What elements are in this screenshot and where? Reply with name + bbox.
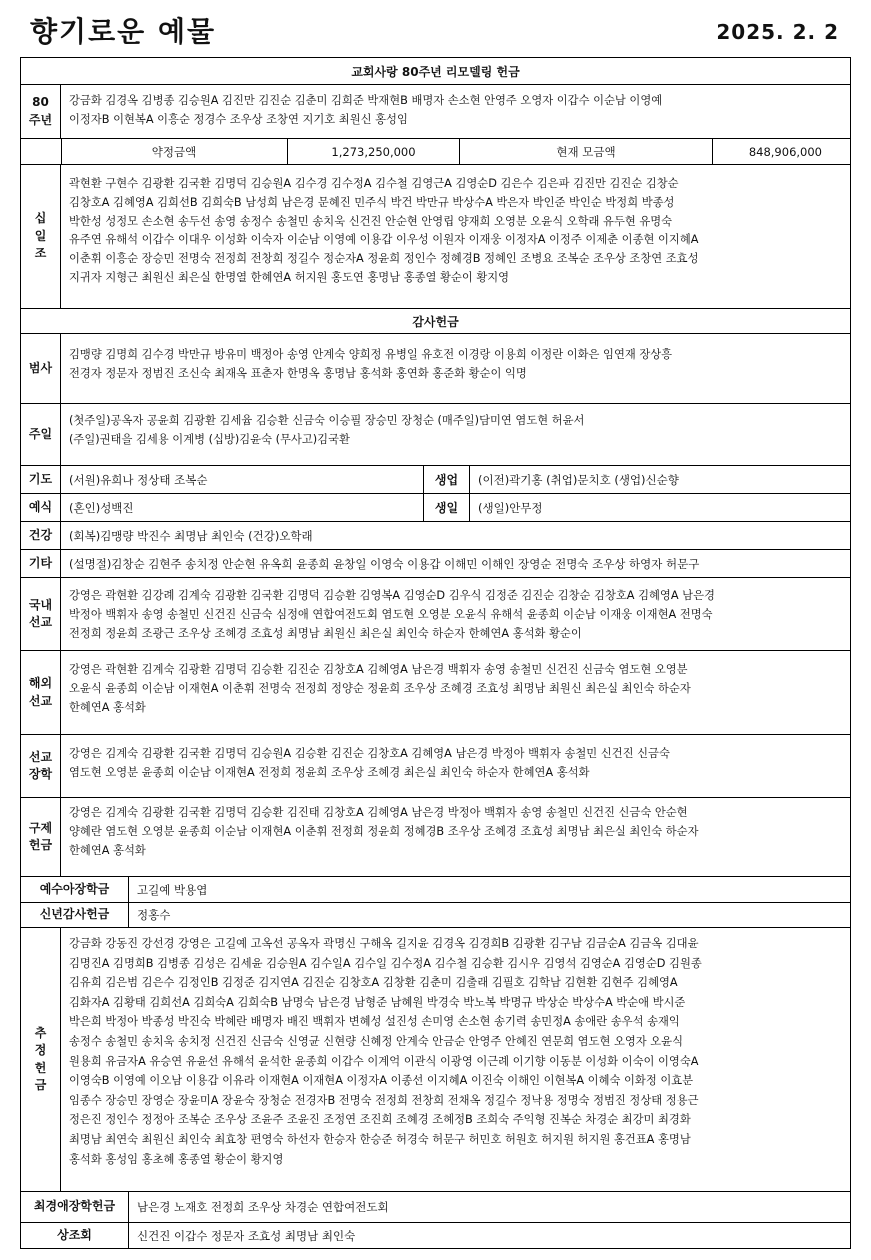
children-scholarship-label: 예수아장학금 bbox=[21, 877, 129, 902]
tithe-label: 십 일 조 bbox=[21, 165, 61, 308]
health-row bbox=[21, 521, 850, 549]
current-label: 현재 모금액 bbox=[460, 139, 713, 164]
remodel-names: 강금화 김경옥 김병종 김승원A 김진만 김진순 김춘미 김희준 박재현B 배명자 손소현 안영주 오영자 이갑수 이순남 이영예 이정자B 이현복A 이흥순 정경수 조우상 조창연 지기호 최원신 홍성임 bbox=[69, 94, 663, 126]
wedding-names: (혼인)성백진 bbox=[61, 494, 424, 521]
sunday-row bbox=[21, 403, 850, 465]
overseas-names: 강영은 곽현환 김계숙 김광환 김명덕 김승환 김진순 김창호A 김혜영A 남은경 백휘자 송영 송철민 신건진 신금숙 염도현 오영분 오윤식 윤종희 이순남 이재현A 이춘휘 전명숙 전정희 정양순 정윤희 조우상 조혜경 조효성 최명남 최원신 최은실 최인숙 하순자 한혜연A 홍석화 bbox=[69, 663, 691, 714]
wedding-label: 예식 bbox=[21, 494, 61, 521]
pledge-value: 1,273,250,000 bbox=[288, 139, 460, 164]
domestic-names: 강영은 곽현환 김강례 김계숙 김광환 김국환 김명덕 김승환 김영복A 김영순D 김우식 김정준 김진순 김창순 김창호A 김혜영A 남은경 박정아 백휘자 송영 송철민 신건진 신금숙 심정애 연합여전도회 염도현 오영분 오윤식 유해석 윤종희 이순남 이재웅 이재현A 전명숙 전정희 정윤희 조광근 조우상 조혜경 조효성 최명남 최원신 최은실 최인숙 하순자 한혜연A 홍석화 황순이 bbox=[69, 589, 715, 640]
remodel-label: 80 주년 bbox=[21, 85, 61, 138]
tithe-names: 곽현환 구현수 김광환 김국환 김명덕 김승원A 김수경 김수정A 김수철 김영근A 김영순D 김은수 김은파 김진만 김진순 김창순 김창호A 김혜영A 김희선B 김희숙B 남성희 남은경 문혜진 민주식 박건 박만규 박상수A 박은자 박인준 박인순 박정희 박종성 박한성 성정모 손소현 송두선 송영 송정수 송철민 송치욱 신건진 안순현 안영립 양재희 오영분 오윤식 오학래 유두현 유명숙 유주연 유해석 이갑수 이대우 이성화 이숙자 이순남 이영예 이용갑 이우성 이원자 이재웅 이정자A 이정주 이제춘 이종현 이지혜A 이춘휘 이흥순 장승민 전명숙 전정희 전창희 정길수 정순자A 정윤희 정인수 정혜경B 정혜인 조병요 조복순 조우상 조창연 조효성 지귀자 지형근 최원신 최은실 한명열 한혜연A 허지원 홍도연 홍명남 홍종열 황순이 황지영 bbox=[69, 177, 699, 284]
etc-row bbox=[21, 549, 850, 577]
thanks-title: 감사헌금 bbox=[412, 314, 459, 329]
relief-row bbox=[21, 797, 850, 876]
birthday-label: 생일 bbox=[424, 494, 470, 521]
offering-table bbox=[20, 57, 851, 1249]
choi-scholarship-row bbox=[21, 1191, 850, 1222]
domestic-label: 국내 선교 bbox=[21, 578, 61, 650]
birthday-names: (생일)안무정 bbox=[478, 500, 543, 515]
wedding-birthday-row bbox=[21, 493, 850, 521]
sunday-names: (첫주일)공옥자 공윤희 김광환 김세윰 김승환 신금숙 이승필 장승민 장청순 (매주일)담미연 염도현 허윤서 (주일)권태을 김세용 이계병 (십방)김윤숙 (무사고)김국환 bbox=[69, 414, 585, 446]
current-value: 848,906,000 bbox=[748, 144, 822, 159]
weekly-row bbox=[21, 333, 850, 403]
health-names: (회복)김맹량 박진수 최명남 최인숙 (건강)오학래 bbox=[69, 528, 313, 543]
prayer-names: (서원)유희나 정상태 조복순 bbox=[61, 466, 424, 493]
remodel-label-spacer bbox=[21, 139, 62, 164]
newyear-row bbox=[21, 902, 850, 927]
living-names: (이전)곽기홍 (취업)문치호 (생업)신순향 bbox=[478, 472, 679, 487]
scholarship-label: 선교 장학 bbox=[21, 735, 61, 797]
thanksgiving-row bbox=[21, 927, 850, 1191]
mission-scholarship-row bbox=[21, 734, 850, 797]
tithe-row bbox=[21, 164, 850, 308]
overseas-mission-row bbox=[21, 650, 850, 734]
condolence-label: 상조회 bbox=[21, 1223, 129, 1248]
bulletin-date: 2025. 2. 2 bbox=[716, 20, 839, 44]
remodel-title: 교회사랑 80주년 리모델링 헌금 bbox=[351, 64, 520, 79]
relief-label: 구제 헌금 bbox=[21, 798, 61, 876]
living-label: 생업 bbox=[424, 466, 470, 493]
pledge-label: 약정금액 bbox=[61, 139, 288, 164]
health-label: 건강 bbox=[21, 522, 61, 549]
choi-scholarship-label: 최경애장학헌금 bbox=[21, 1192, 129, 1222]
newyear-names: 정홍수 bbox=[137, 908, 171, 922]
domestic-mission-row bbox=[21, 577, 850, 650]
etc-label: 기타 bbox=[21, 550, 61, 577]
children-scholarship-row bbox=[21, 876, 850, 902]
thanks-section-header bbox=[21, 308, 850, 333]
prayer-label: 기도 bbox=[21, 466, 61, 493]
weekly-label: 범사 bbox=[21, 334, 61, 403]
condolence-names: 신건진 이갑수 정문자 조효성 최명남 최인숙 bbox=[137, 1228, 356, 1243]
prayer-living-row bbox=[21, 465, 850, 493]
children-scholarship-names: 고길예 박용엽 bbox=[137, 882, 208, 897]
overseas-label: 해외 선교 bbox=[21, 651, 61, 734]
sunday-label: 주일 bbox=[21, 404, 61, 465]
choi-scholarship-names: 남은경 노재호 전정희 조우상 차경순 연합여전도회 bbox=[137, 1200, 389, 1214]
thanksgiving-label: 추 정 헌 금 bbox=[21, 928, 61, 1191]
remodel-section-header bbox=[21, 58, 850, 84]
newyear-label: 신년감사헌금 bbox=[21, 903, 129, 927]
condolence-row bbox=[21, 1222, 850, 1248]
remodel-names-row bbox=[21, 84, 850, 138]
scholarship-names: 강영은 김계숙 김광환 김국환 김명덕 김승원A 김승환 김진순 김창호A 김혜영A 남은경 박정아 백휘자 송철민 신건진 신금숙 염도현 오영분 윤종희 이순남 이재현A 전정희 정윤희 조우상 조혜경 최은실 최인숙 하순자 한혜연A 홍석화 bbox=[69, 747, 670, 779]
remodel-amount-row bbox=[21, 138, 850, 164]
relief-names: 강영은 김계숙 김광환 김국환 김명덕 김승환 김진태 김창호A 김혜영A 남은경 박정아 백휘자 송영 송철민 신건진 신금숙 안순현 양혜란 염도현 오영분 윤종희 이순남 이재현A 이춘휘 전정희 정윤희 정혜경B 조우상 조혜경 조효성 최명남 최은실 최인숙 하순자 한혜연A 홍석화 bbox=[69, 806, 699, 857]
page-title: 향기로운 예물 bbox=[30, 15, 217, 48]
etc-names: (설명절)김창순 김현주 송치정 안순현 유옥희 윤종희 윤창일 이영숙 이용갑 이해민 이해인 장영순 전명숙 조우상 하영자 허문구 bbox=[69, 556, 700, 571]
thanksgiving-names: 강금화 강동진 강선경 강영은 고길예 고옥선 공옥자 곽명신 구해옥 길지윤 김경옥 김경희B 김광환 김구남 김금순A 김금옥 김대윤 김명진A 김명희B 김병종 김성은 김세윤 김승원A 김수일A 김수일 김수정A 김수철 김승환 김시우 김영석 김영순A 김영순D 김원종 김유희 김은범 김은수 김정인B 김정준 김지연A 김진순 김창호A 김창환 김춘미 김출래 김필호 김학남 김현환 김현주 김혜영A 김화자A 김황태 김희선A 김희숙A 김희숙B 남명숙 남은경 남형준 남혜원 박경숙 박노복 박명규 박상순 박상수A 박순애 박시준 박은희 박정아 박종성 박진숙 박혜란 배명자 배진 백휘자 변혜성 설진성 손미영 손소현 송기력 송민정A 송애란 송우석 송재익 송정수 송철민 송치욱 송치정 신건진 신금숙 신영균 신현량 신혜정 안계숙 안금순 안영주 안혜진 연문희 염도현 오영자 오윤식 원용희 유금자A 유승연 유윤선 유해석 윤석한 윤종희 이갑수 이계억 이관식 이광영 이근례 이기향 이동분 이성화 이숙이 이영숙A 이영숙B 이영예 이오남 이용갑 이유라 이재현A 이재현A 이정자A 이종선 이지혜A 이진숙 이해인 이현복A 이혜숙 이화정 이효분 임종수 장승민 장영순 장윤미A 장윤숙 장청순 전경자B 전명숙 전정희 전창희 전채옥 정길수 정낙용 정명숙 정범진 정상태 정용근 정은진 정인수 정정아 조복순 조우상 조윤주 조윤진 조정연 조진희 조혜경 조혜정B 조희숙 주익형 진복순 차경순 최강미 최경화 최명남 최연숙 최원신 최인숙 최효창 편영숙 하선자 한승자 한승준 허경숙 허문구 허민호 허원호 허지원 허지원 홍건표A 홍명남 홍석화 홍성임 홍초혜 홍종열 황순이 황지영 bbox=[69, 937, 702, 1166]
weekly-names: 김맹량 김명희 김수경 박만규 방유미 백정아 송영 안계숙 양희정 유병일 유호전 이경랑 이용희 이정란 이화은 임연재 장상흥 전경자 정문자 정범진 조신숙 최재옥 표춘자 한명옥 홍명남 홍석화 홍연화 홍준화 황순이 익명 bbox=[69, 348, 673, 380]
